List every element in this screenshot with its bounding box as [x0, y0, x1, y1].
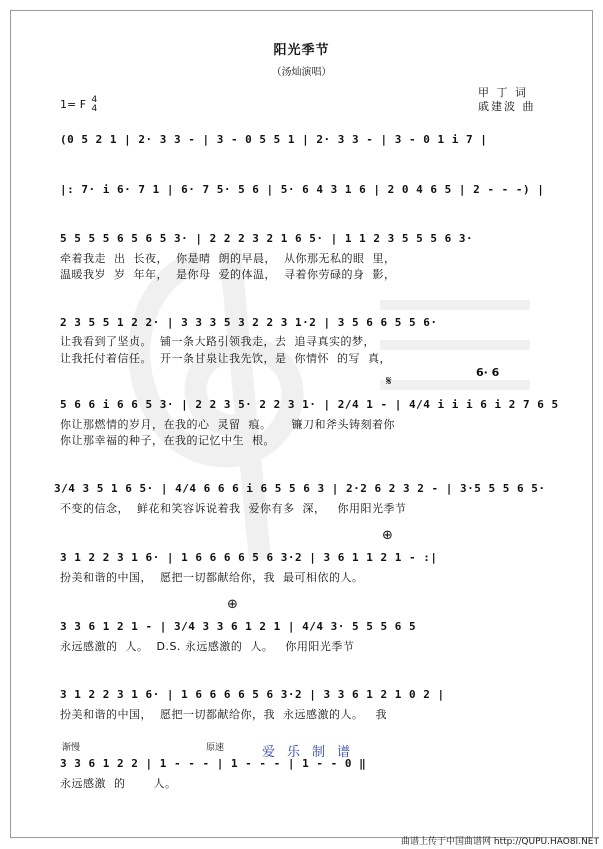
score-line-6-notes: 3/4 3 5 1 6 5· | 4/4 6 6 6 i 6 5 5 6 3 | 2·2 6 2 3 2 - | 3·5 5 5 6 5· [54, 482, 546, 495]
score-line-4-lyric-2: 让我托付着信任。 开一条甘泉让我先饮，是 你情怀 的写 真， [60, 352, 391, 365]
score-line-9-notes: 3 1 2 2 3 1 6· | 1 6 6 6 6 5 6 3·2 | 3 3 6 1 2 1 0 2 | [60, 688, 445, 701]
score-line-1-notes: (0 5 2 1 | 2· 3 3 - | 3 - 0 5 5 1 | 2· 3 3 - | 3 - 0 1 i 7 | [60, 133, 488, 146]
composer: 戚建波 曲 [478, 100, 536, 113]
score-line-7-notes: 3 1 2 2 3 1 6· | 1 6 6 6 6 5 6 3·2 | 3 6 1 1 2 1 - :| [60, 551, 438, 564]
score-line-9-lyric-1: 扮美和谐的中国， 愿把一切都献给你，我 永远感激的人。 我 [60, 708, 387, 721]
annotation-six-six: 6· 6 [476, 366, 500, 379]
annotation-yuansu: 原速 [206, 743, 225, 753]
song-subtitle: （汤灿演唱） [271, 67, 332, 78]
time-denominator: 4 [91, 104, 98, 114]
score-line-8-lyric-1: 永远感激的 人。 D.S. 永远感激的 人。 你用阳光季节 [60, 640, 355, 653]
score-line-2-notes: |: 7· i 6· 7 1 | 6· 7 5· 5 6 | 5· 6 4 3 1 6 | 2 0 4 6 5 | 2 - - -) | [60, 183, 545, 196]
score-line-5-lyric-1: 你让那燃情的岁月，在我的心 灵留 痕。 镰刀和斧头铸刻着你 [60, 418, 395, 431]
score-line-4-notes: 2 3 5 5 1 2 2· | 3 3 3 5 3 2 2 3 1·2 | 3 5 6 6 5 5 6· [60, 316, 438, 329]
score-line-3-lyric-1: 牵着我走 出 长夜， 你是晴 朗的早晨， 从你那无私的眼 里， [60, 252, 396, 265]
engraver-stamp: 爱乐制谱 [261, 745, 362, 760]
coda-icon-1: ⊕ [382, 528, 393, 543]
score-line-5-lyric-2: 你让那幸福的种子，在我的记忆中生 根。 [60, 434, 275, 447]
score-line-10-lyric-1: 永远感激 的 人。 [60, 777, 177, 790]
annotation-jianman: 渐慢 [62, 743, 81, 753]
footer-source: 曲谱上传于中国曲谱网 http://QUPU.HAO8I.NET [401, 837, 599, 847]
score-line-8-notes: 3 3 6 1 2 1 - | 3/4 3 3 6 1 2 1 | 4/4 3· 5 5 5 6 5 [60, 620, 417, 633]
score-line-3-lyric-2: 温暖我岁 岁 年年， 是你母 爱的体温， 寻着你劳碌的身 影， [60, 268, 396, 281]
coda-icon-2: ⊕ [227, 597, 238, 612]
time-numerator: 4 [91, 95, 98, 105]
key-signature [60, 96, 97, 114]
score-line-4-lyric-1: 让我看到了坚贞。 铺一条大路引领我走，去 追寻真实的梦， [60, 335, 375, 348]
lyricist: 甲 丁 词 [478, 86, 528, 99]
score-line-3-notes: 5 5 5 5 6 5 6 5 3· | 2 2 2 3 2 1 6 5· | 1 1 2 3 5 5 5 6 3· [60, 232, 474, 245]
song-title: 阳光季节 [273, 43, 330, 58]
score-line-6-lyric-1: 不变的信念， 鲜花和笑容诉说着我 爱你有多 深， 你用阳光季节 [60, 502, 407, 515]
score-line-7-lyric-1: 扮美和谐的中国， 愿把一切都献给你，我 最可相依的人。 [60, 571, 364, 584]
time-signature [92, 96, 98, 114]
key-label: 1= F [60, 98, 87, 111]
score-line-10-notes: 3 3 6 1 2 2 | 1 - - - | 1 - - - | 1 - - 0 ‖ [60, 757, 367, 770]
score-line-5-notes: 5 6 6 i 6 6 5 3· | 2 2 3 5· 2 2 3 1· | 2/4 1 - | 4/4 i i i 6 i 2 7 6 5 [60, 398, 559, 411]
segno-icon: 𝄋 [386, 374, 392, 389]
